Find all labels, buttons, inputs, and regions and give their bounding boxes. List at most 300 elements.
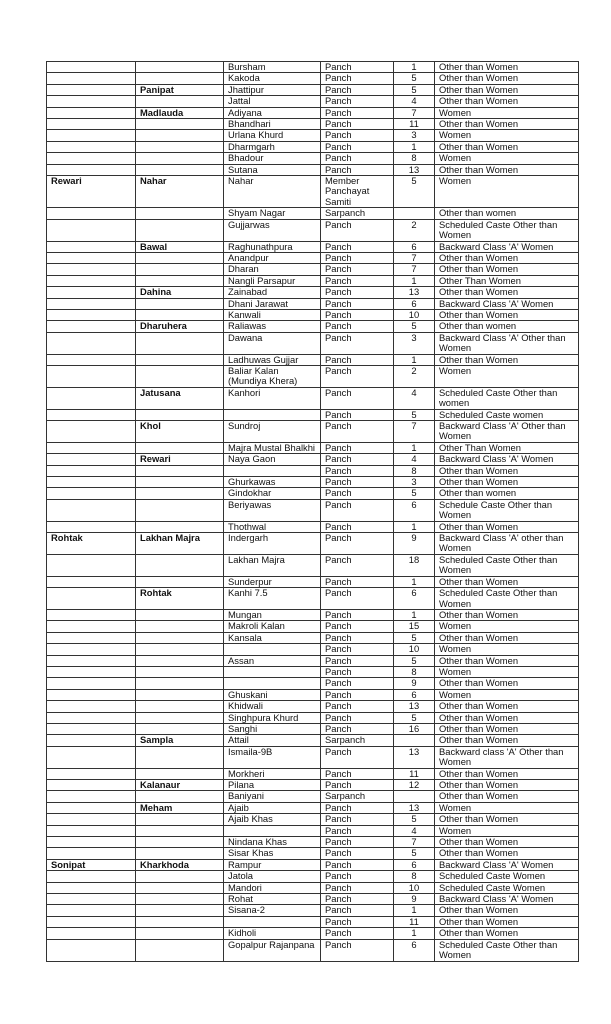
block-cell xyxy=(136,882,224,893)
table-row xyxy=(47,354,579,365)
block-cell xyxy=(136,219,224,241)
district-cell xyxy=(47,264,136,275)
village-cell: Baniyani xyxy=(224,791,321,802)
post-cell: Panch xyxy=(321,882,394,893)
village-cell: Kanwali xyxy=(224,309,321,320)
village-cell: Beriyawas xyxy=(224,499,321,521)
post-cell: Panch xyxy=(321,644,394,655)
table-row xyxy=(47,107,579,118)
district-cell xyxy=(47,153,136,164)
village-cell xyxy=(224,409,321,420)
district-cell xyxy=(47,119,136,130)
block-cell xyxy=(136,332,224,354)
village-cell xyxy=(224,678,321,689)
category-cell: Women xyxy=(435,176,579,208)
district-cell xyxy=(47,252,136,263)
table-row xyxy=(47,802,579,813)
post-cell: Panch xyxy=(321,421,394,443)
post-cell: Sarpanch xyxy=(321,791,394,802)
ward-cell: 5 xyxy=(394,321,435,332)
block-cell xyxy=(136,264,224,275)
category-cell: Schedule Caste Other than Women xyxy=(435,499,579,521)
category-cell: Other than Women xyxy=(435,735,579,746)
village-cell: Bhandhari xyxy=(224,119,321,130)
ward-cell: 5 xyxy=(394,655,435,666)
table-row xyxy=(47,712,579,723)
ward-cell: 1 xyxy=(394,905,435,916)
district-cell xyxy=(47,387,136,409)
category-cell: Backward Class 'A' Other than Women xyxy=(435,332,579,354)
category-cell: Other than Women xyxy=(435,791,579,802)
ward-cell: 6 xyxy=(394,241,435,252)
table-row xyxy=(47,723,579,734)
ward-cell: 1 xyxy=(394,62,435,73)
village-cell: Ghurkawas xyxy=(224,477,321,488)
category-cell: Women xyxy=(435,130,579,141)
category-cell: Other than Women xyxy=(435,576,579,587)
post-cell: Panch xyxy=(321,609,394,620)
district-cell xyxy=(47,871,136,882)
block-cell xyxy=(136,621,224,632)
category-cell: Women xyxy=(435,153,579,164)
table-row xyxy=(47,848,579,859)
village-cell: Raghunathpura xyxy=(224,241,321,252)
ward-cell: 1 xyxy=(394,442,435,453)
category-cell: Other than Women xyxy=(435,712,579,723)
reservation-table xyxy=(46,61,579,962)
table-row xyxy=(47,130,579,141)
table-row xyxy=(47,365,579,387)
block-cell: Kharkhoda xyxy=(136,859,224,870)
category-cell: Backward Class 'A' Other than Women xyxy=(435,421,579,443)
village-cell: Ajaib Khas xyxy=(224,814,321,825)
district-cell xyxy=(47,780,136,791)
ward-cell: 4 xyxy=(394,387,435,409)
category-cell: Women xyxy=(435,365,579,387)
post-cell: Panch xyxy=(321,96,394,107)
table-row xyxy=(47,768,579,779)
village-cell: Sundroj xyxy=(224,421,321,443)
ward-cell: 1 xyxy=(394,275,435,286)
village-cell: Anandpur xyxy=(224,252,321,263)
district-cell xyxy=(47,928,136,939)
ward-cell: 6 xyxy=(394,859,435,870)
category-cell: Backward Class 'A' Women xyxy=(435,241,579,252)
post-cell: Panch xyxy=(321,321,394,332)
district-cell xyxy=(47,421,136,443)
block-cell xyxy=(136,554,224,576)
category-cell: Backward Class 'A' other than Women xyxy=(435,533,579,555)
post-cell: Panch xyxy=(321,275,394,286)
ward-cell: 11 xyxy=(394,119,435,130)
ward-cell: 7 xyxy=(394,107,435,118)
ward-cell: 8 xyxy=(394,465,435,476)
district-cell xyxy=(47,442,136,453)
table-row xyxy=(47,554,579,576)
table-row xyxy=(47,387,579,409)
post-cell: Sarpanch xyxy=(321,735,394,746)
district-cell xyxy=(47,837,136,848)
district-cell xyxy=(47,321,136,332)
ward-cell: 7 xyxy=(394,421,435,443)
category-cell: Women xyxy=(435,666,579,677)
post-cell: Panch xyxy=(321,141,394,152)
district-cell xyxy=(47,219,136,241)
village-cell: Kanhori xyxy=(224,387,321,409)
district-cell xyxy=(47,309,136,320)
post-cell: Panch xyxy=(321,802,394,813)
ward-cell: 6 xyxy=(394,689,435,700)
category-cell: Other than women xyxy=(435,488,579,499)
post-cell: Panch xyxy=(321,387,394,409)
village-cell: Gujjarwas xyxy=(224,219,321,241)
category-cell: Other than Women xyxy=(435,84,579,95)
block-cell xyxy=(136,73,224,84)
post-cell: Panch xyxy=(321,712,394,723)
table-row xyxy=(47,791,579,802)
village-cell: Sisar Khas xyxy=(224,848,321,859)
ward-cell: 1 xyxy=(394,928,435,939)
ward-cell: 7 xyxy=(394,252,435,263)
category-cell: Backward Class 'A' Women xyxy=(435,894,579,905)
block-cell: Bawal xyxy=(136,241,224,252)
category-cell: Women xyxy=(435,689,579,700)
ward-cell: 9 xyxy=(394,894,435,905)
block-cell xyxy=(136,712,224,723)
post-cell: Member Panchayat Samiti xyxy=(321,176,394,208)
table-row xyxy=(47,62,579,73)
table-row xyxy=(47,916,579,927)
table-row xyxy=(47,153,579,164)
block-cell xyxy=(136,632,224,643)
ward-cell: 5 xyxy=(394,409,435,420)
block-cell xyxy=(136,499,224,521)
post-cell: Panch xyxy=(321,73,394,84)
category-cell: Scheduled Caste women xyxy=(435,409,579,420)
ward-cell: 2 xyxy=(394,219,435,241)
ward-cell: 5 xyxy=(394,814,435,825)
table-row xyxy=(47,678,579,689)
block-cell: Lakhan Majra xyxy=(136,533,224,555)
table-row xyxy=(47,241,579,252)
village-cell: Morkheri xyxy=(224,768,321,779)
category-cell: Scheduled Caste Women xyxy=(435,871,579,882)
post-cell: Panch xyxy=(321,814,394,825)
district-cell xyxy=(47,644,136,655)
category-cell: Scheduled Caste Other than Women xyxy=(435,219,579,241)
table-row xyxy=(47,894,579,905)
table-row xyxy=(47,309,579,320)
post-cell: Panch xyxy=(321,723,394,734)
district-cell xyxy=(47,802,136,813)
category-cell: Other than Women xyxy=(435,632,579,643)
ward-cell: 3 xyxy=(394,332,435,354)
district-cell xyxy=(47,905,136,916)
district-cell xyxy=(47,275,136,286)
post-cell: Panch xyxy=(321,84,394,95)
ward-cell: 12 xyxy=(394,780,435,791)
block-cell: Khol xyxy=(136,421,224,443)
village-cell: Ajaib xyxy=(224,802,321,813)
district-cell xyxy=(47,588,136,610)
block-cell xyxy=(136,701,224,712)
post-cell: Panch xyxy=(321,454,394,465)
village-cell: Dharan xyxy=(224,264,321,275)
block-cell xyxy=(136,916,224,927)
district-cell xyxy=(47,701,136,712)
post-cell: Panch xyxy=(321,332,394,354)
ward-cell: 7 xyxy=(394,837,435,848)
category-cell: Other than Women xyxy=(435,678,579,689)
district-cell xyxy=(47,791,136,802)
ward-cell: 10 xyxy=(394,309,435,320)
block-cell xyxy=(136,723,224,734)
ward-cell: 5 xyxy=(394,84,435,95)
block-cell: Kalanaur xyxy=(136,780,224,791)
district-cell xyxy=(47,882,136,893)
category-cell: Other than Women xyxy=(435,723,579,734)
ward-cell: 8 xyxy=(394,871,435,882)
block-cell xyxy=(136,814,224,825)
district-cell xyxy=(47,712,136,723)
district-cell xyxy=(47,621,136,632)
post-cell: Sarpanch xyxy=(321,208,394,219)
category-cell: Other than Women xyxy=(435,848,579,859)
post-cell: Panch xyxy=(321,780,394,791)
block-cell xyxy=(136,825,224,836)
ward-cell: 11 xyxy=(394,768,435,779)
district-cell xyxy=(47,689,136,700)
category-cell: Other than Women xyxy=(435,916,579,927)
category-cell: Other than Women xyxy=(435,164,579,175)
block-cell xyxy=(136,442,224,453)
ward-cell: 11 xyxy=(394,916,435,927)
table-row xyxy=(47,321,579,332)
block-cell xyxy=(136,465,224,476)
category-cell: Backward Class 'A' Women xyxy=(435,454,579,465)
category-cell: Backward class 'A' Other than Women xyxy=(435,746,579,768)
village-cell: Kansala xyxy=(224,632,321,643)
district-cell xyxy=(47,107,136,118)
district-cell xyxy=(47,164,136,175)
post-cell: Panch xyxy=(321,365,394,387)
village-cell: Jhattipur xyxy=(224,84,321,95)
village-cell: Thothwal xyxy=(224,521,321,532)
village-cell: Sanghi xyxy=(224,723,321,734)
village-cell: Dharmgarh xyxy=(224,141,321,152)
block-cell: Dahina xyxy=(136,287,224,298)
table-row xyxy=(47,871,579,882)
post-cell: Panch xyxy=(321,409,394,420)
district-cell xyxy=(47,746,136,768)
table-row xyxy=(47,521,579,532)
village-cell: Sutana xyxy=(224,164,321,175)
table-row xyxy=(47,621,579,632)
ward-cell xyxy=(394,791,435,802)
district-cell xyxy=(47,208,136,219)
block-cell xyxy=(136,837,224,848)
post-cell: Panch xyxy=(321,894,394,905)
district-cell xyxy=(47,332,136,354)
block-cell xyxy=(136,141,224,152)
post-cell: Panch xyxy=(321,871,394,882)
ward-cell: 13 xyxy=(394,701,435,712)
village-cell: Adiyana xyxy=(224,107,321,118)
table-row xyxy=(47,814,579,825)
village-cell: Bursham xyxy=(224,62,321,73)
category-cell: Other than Women xyxy=(435,96,579,107)
category-cell: Other than Women xyxy=(435,837,579,848)
ward-cell: 6 xyxy=(394,588,435,610)
district-cell xyxy=(47,465,136,476)
ward-cell: 1 xyxy=(394,521,435,532)
ward-cell: 7 xyxy=(394,264,435,275)
table-row xyxy=(47,409,579,420)
table-body xyxy=(47,62,579,962)
village-cell: Rampur xyxy=(224,859,321,870)
category-cell: Women xyxy=(435,644,579,655)
village-cell: Nangli Parsapur xyxy=(224,275,321,286)
village-cell: Nindana Khas xyxy=(224,837,321,848)
table-row xyxy=(47,928,579,939)
post-cell: Panch xyxy=(321,837,394,848)
village-cell xyxy=(224,465,321,476)
village-cell: Sisana-2 xyxy=(224,905,321,916)
village-cell xyxy=(224,916,321,927)
village-cell: Mandori xyxy=(224,882,321,893)
district-cell xyxy=(47,814,136,825)
block-cell: Madlauda xyxy=(136,107,224,118)
table-row xyxy=(47,882,579,893)
village-cell: Indergarh xyxy=(224,533,321,555)
block-cell xyxy=(136,130,224,141)
district-cell xyxy=(47,576,136,587)
ward-cell: 4 xyxy=(394,454,435,465)
block-cell xyxy=(136,791,224,802)
block-cell xyxy=(136,644,224,655)
ward-cell: 6 xyxy=(394,298,435,309)
post-cell: Panch xyxy=(321,689,394,700)
village-cell: Urlana Khurd xyxy=(224,130,321,141)
table-row xyxy=(47,576,579,587)
village-cell: Attail xyxy=(224,735,321,746)
category-cell: Other than Women xyxy=(435,814,579,825)
category-cell: Scheduled Caste Other than Women xyxy=(435,554,579,576)
ward-cell: 10 xyxy=(394,882,435,893)
category-cell: Scheduled Caste Other than women xyxy=(435,387,579,409)
table-row xyxy=(47,141,579,152)
category-cell: Other than Women xyxy=(435,119,579,130)
post-cell: Panch xyxy=(321,859,394,870)
post-cell: Panch xyxy=(321,588,394,610)
block-cell: Rewari xyxy=(136,454,224,465)
block-cell xyxy=(136,689,224,700)
category-cell: Other than Women xyxy=(435,928,579,939)
block-cell xyxy=(136,409,224,420)
post-cell: Panch xyxy=(321,666,394,677)
district-cell xyxy=(47,678,136,689)
category-cell: Other than Women xyxy=(435,252,579,263)
district-cell xyxy=(47,609,136,620)
block-cell xyxy=(136,309,224,320)
district-cell xyxy=(47,554,136,576)
table-row xyxy=(47,119,579,130)
post-cell: Panch xyxy=(321,264,394,275)
table-row xyxy=(47,655,579,666)
ward-cell xyxy=(394,208,435,219)
ward-cell: 9 xyxy=(394,533,435,555)
post-cell: Panch xyxy=(321,678,394,689)
village-cell: Nahar xyxy=(224,176,321,208)
post-cell: Panch xyxy=(321,241,394,252)
village-cell: Kidholi xyxy=(224,928,321,939)
category-cell: Other than Women xyxy=(435,73,579,84)
ward-cell: 13 xyxy=(394,164,435,175)
block-cell xyxy=(136,119,224,130)
block-cell: Nahar xyxy=(136,176,224,208)
category-cell: Other than Women xyxy=(435,287,579,298)
block-cell xyxy=(136,928,224,939)
block-cell xyxy=(136,894,224,905)
block-cell xyxy=(136,365,224,387)
ward-cell: 1 xyxy=(394,576,435,587)
district-cell xyxy=(47,499,136,521)
district-cell xyxy=(47,488,136,499)
village-cell: Khidwali xyxy=(224,701,321,712)
ward-cell: 2 xyxy=(394,365,435,387)
village-cell xyxy=(224,825,321,836)
village-cell: Raliawas xyxy=(224,321,321,332)
district-cell xyxy=(47,916,136,927)
post-cell: Panch xyxy=(321,916,394,927)
district-cell xyxy=(47,62,136,73)
table-row xyxy=(47,746,579,768)
district-cell xyxy=(47,477,136,488)
village-cell: Lakhan Majra xyxy=(224,554,321,576)
table-row xyxy=(47,454,579,465)
block-cell xyxy=(136,252,224,263)
post-cell: Panch xyxy=(321,905,394,916)
block-cell xyxy=(136,678,224,689)
post-cell: Panch xyxy=(321,309,394,320)
ward-cell: 16 xyxy=(394,723,435,734)
block-cell xyxy=(136,354,224,365)
block-cell xyxy=(136,871,224,882)
ward-cell: 13 xyxy=(394,802,435,813)
table-row xyxy=(47,332,579,354)
table-row xyxy=(47,837,579,848)
table-row xyxy=(47,465,579,476)
post-cell: Panch xyxy=(321,465,394,476)
district-cell xyxy=(47,73,136,84)
district-cell xyxy=(47,241,136,252)
category-cell: Scheduled Caste Other than Women xyxy=(435,588,579,610)
district-cell xyxy=(47,141,136,152)
village-cell: Sunderpur xyxy=(224,576,321,587)
post-cell: Panch xyxy=(321,746,394,768)
village-cell: Mungan xyxy=(224,609,321,620)
district-cell xyxy=(47,768,136,779)
post-cell: Panch xyxy=(321,499,394,521)
post-cell: Panch xyxy=(321,62,394,73)
ward-cell: 13 xyxy=(394,287,435,298)
district-cell xyxy=(47,655,136,666)
ward-cell: 5 xyxy=(394,712,435,723)
block-cell: Rohtak xyxy=(136,588,224,610)
table-row xyxy=(47,264,579,275)
table-row xyxy=(47,298,579,309)
village-cell: Jattal xyxy=(224,96,321,107)
